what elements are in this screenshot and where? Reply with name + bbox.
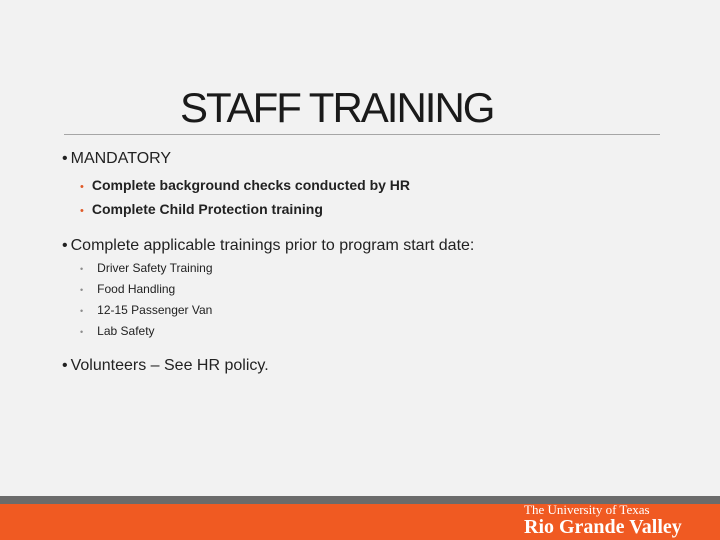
bullet-dot-icon: • xyxy=(62,150,68,167)
sub-bullet-text: 12-15 Passenger Van xyxy=(97,303,213,317)
bullet-dot-icon: • xyxy=(80,205,84,217)
sub-bullet-background-checks xyxy=(80,177,410,193)
bullet-dot-icon: • xyxy=(80,306,84,316)
sub-bullet-text: Food Handling xyxy=(97,282,176,296)
bullet-dot-icon: • xyxy=(80,181,84,193)
bullet-dot-icon: • xyxy=(62,237,68,254)
title-divider xyxy=(64,134,660,135)
sub-bullet-lab-safety xyxy=(80,324,155,338)
bullet-dot-icon: • xyxy=(80,264,84,274)
sub-bullet-text: Complete background checks conducted by HR xyxy=(91,177,411,193)
bullet-mandatory xyxy=(62,150,171,168)
sub-bullet-text: Lab Safety xyxy=(97,324,155,338)
sub-bullet-driver-safety xyxy=(80,261,213,275)
sub-bullet-text: Complete Child Protection training xyxy=(91,201,323,217)
slide-title: STAFF TRAINING xyxy=(180,84,494,131)
logo-line-campus: Rio Grande Valley xyxy=(524,516,682,538)
bullet-dot-icon: • xyxy=(62,357,68,374)
bullet-volunteers-text: Volunteers – See HR policy. xyxy=(70,357,269,374)
bullet-dot-icon: • xyxy=(80,285,84,295)
sub-bullet-child-protection xyxy=(80,201,323,217)
bullet-applicable xyxy=(62,237,474,255)
utrgv-logo xyxy=(524,503,682,537)
bullet-mandatory-text: MANDATORY xyxy=(70,150,172,167)
bullet-applicable-text: Complete applicable trainings prior to program start date: xyxy=(70,237,475,254)
bullet-dot-icon: • xyxy=(80,327,84,337)
logo-line-university: The University of Texas xyxy=(524,502,650,517)
sub-bullet-food-handling xyxy=(80,282,175,296)
sub-bullet-passenger-van xyxy=(80,303,212,317)
bullet-volunteers xyxy=(62,357,269,375)
sub-bullet-text: Driver Safety Training xyxy=(97,261,213,275)
